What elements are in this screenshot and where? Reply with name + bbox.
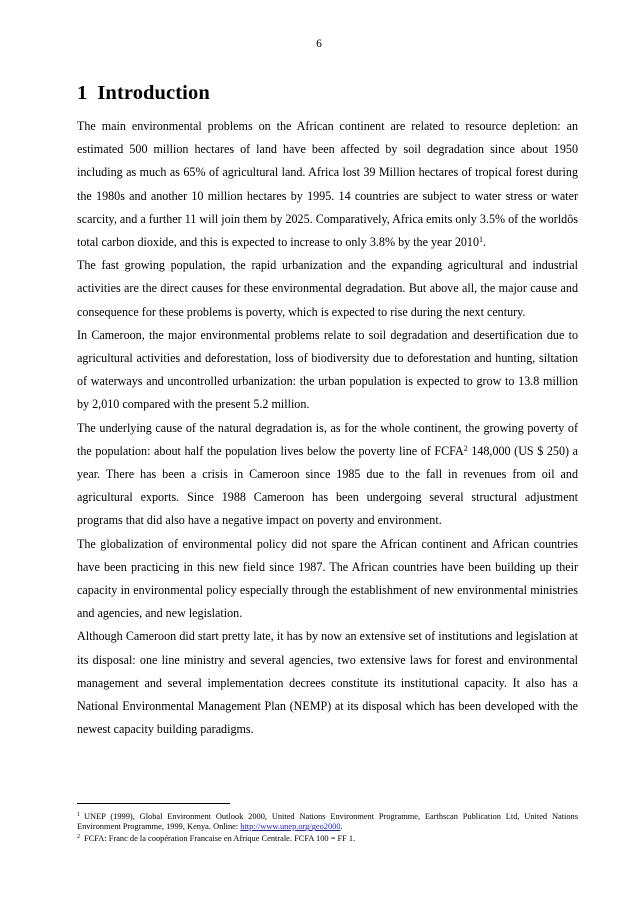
footnote-2-text: FCFA: Franc de la coopération Francaise en Afrique Centrale. FCFA 100 = FF 1. (84, 834, 356, 844)
page-number: 6 (316, 38, 322, 50)
footnote-1-link[interactable]: http://www.unep.org/geo2000 (240, 822, 341, 832)
paragraph-1-text: The main environmental problems on the African continent are related to resource depletion: an estimated 500 million hectares of land have been affected by soil degradation since about 1950 including as much as 65% of agricultural land. Africa lost 39 Million hectares of tropical forest during the 1980s and another 10 million hectares by 1995. 14 countries are subject to water stress or water scarcity, and a further 11 will join them by 2025. Comparatively, Africa emits only 3.5% of the worldôs total carbon dioxide, and this is expected to increase to only 3.8% by the year 2010 (77, 119, 578, 250)
footnote-ref-2[interactable]: 2 (463, 443, 468, 453)
footnote-1-text: UNEP (1999), Global Environment Outlook 2000, United Nations Environment Programme, Earthscan Publication Ltd, United Nations Environment Programme, 1999, Kenya. Online: (77, 812, 578, 832)
section-heading (77, 82, 210, 105)
paragraph-6: Although Cameroon did start pretty late, it has by now an extensive set of institutions and legislation at its disposal: one line ministry and several agencies, two extensive laws for forest and environmental management and several implementation decrees constitute its institutional capacity. It also has a National Environmental Management Plan (NEMP) at its disposal which has been developed with the newest capacity building paradigms. (77, 629, 578, 737)
footnote-divider (77, 803, 230, 804)
footnote-ref-1[interactable]: 1 (479, 235, 484, 245)
footnote-2 (77, 832, 578, 844)
paragraph-1-tail: . (483, 235, 487, 250)
paragraph-1 (77, 115, 578, 254)
footnote-1 (77, 810, 578, 832)
paragraph-2: The fast growing population, the rapid urbanization and the expanding agricultural and industrial activities are the direct causes for these environmental degradation. But above all, the major cause and consequence for these problems is poverty, which is expected to rise during the next century. (77, 258, 578, 319)
paragraph-4-tail: 148,000 (US $ 250) a year. There has been a crisis in Cameroon since 1985 due to the fall in revenues from oil and agricultural exports. Since 1988 Cameroon has been undergoing several structural adjustment programs that did also have a negative impact on poverty and environment. (77, 443, 578, 528)
paragraph-5: The globalization of environmental policy did not spare the African continent and African countries have been practicing in this new field since 1987. The African countries have been building up their capacity in environmental policy especially through the establishment of new environmental ministries and agencies, and new legislation. (77, 536, 578, 621)
paragraph-4-text: The underlying cause of the natural degradation is, as for the whole continent, the growing poverty of the population: about half the population lives below the poverty line of FCFA (77, 420, 578, 458)
footnote-2-mark: 2 (77, 834, 80, 841)
footnote-1-mark: 1 (77, 812, 80, 818)
footnotes (77, 810, 578, 845)
section-title: Introduction (97, 82, 210, 104)
paragraph-3: In Cameroon, the major environmental problems relate to soil degradation and desertification due to agricultural activities and deforestation, loss of biodiversity due to deforestation and hunting, siltation of waterways and uncontrolled urbanization: the urban population is expected to grow to 13.8 million by 2,010 compared with the present 5.2 million. (77, 327, 578, 412)
paragraph-4 (77, 417, 578, 533)
section-number: 1 (77, 82, 88, 104)
body-text (77, 115, 578, 741)
footnote-1-tail: . (340, 822, 343, 832)
